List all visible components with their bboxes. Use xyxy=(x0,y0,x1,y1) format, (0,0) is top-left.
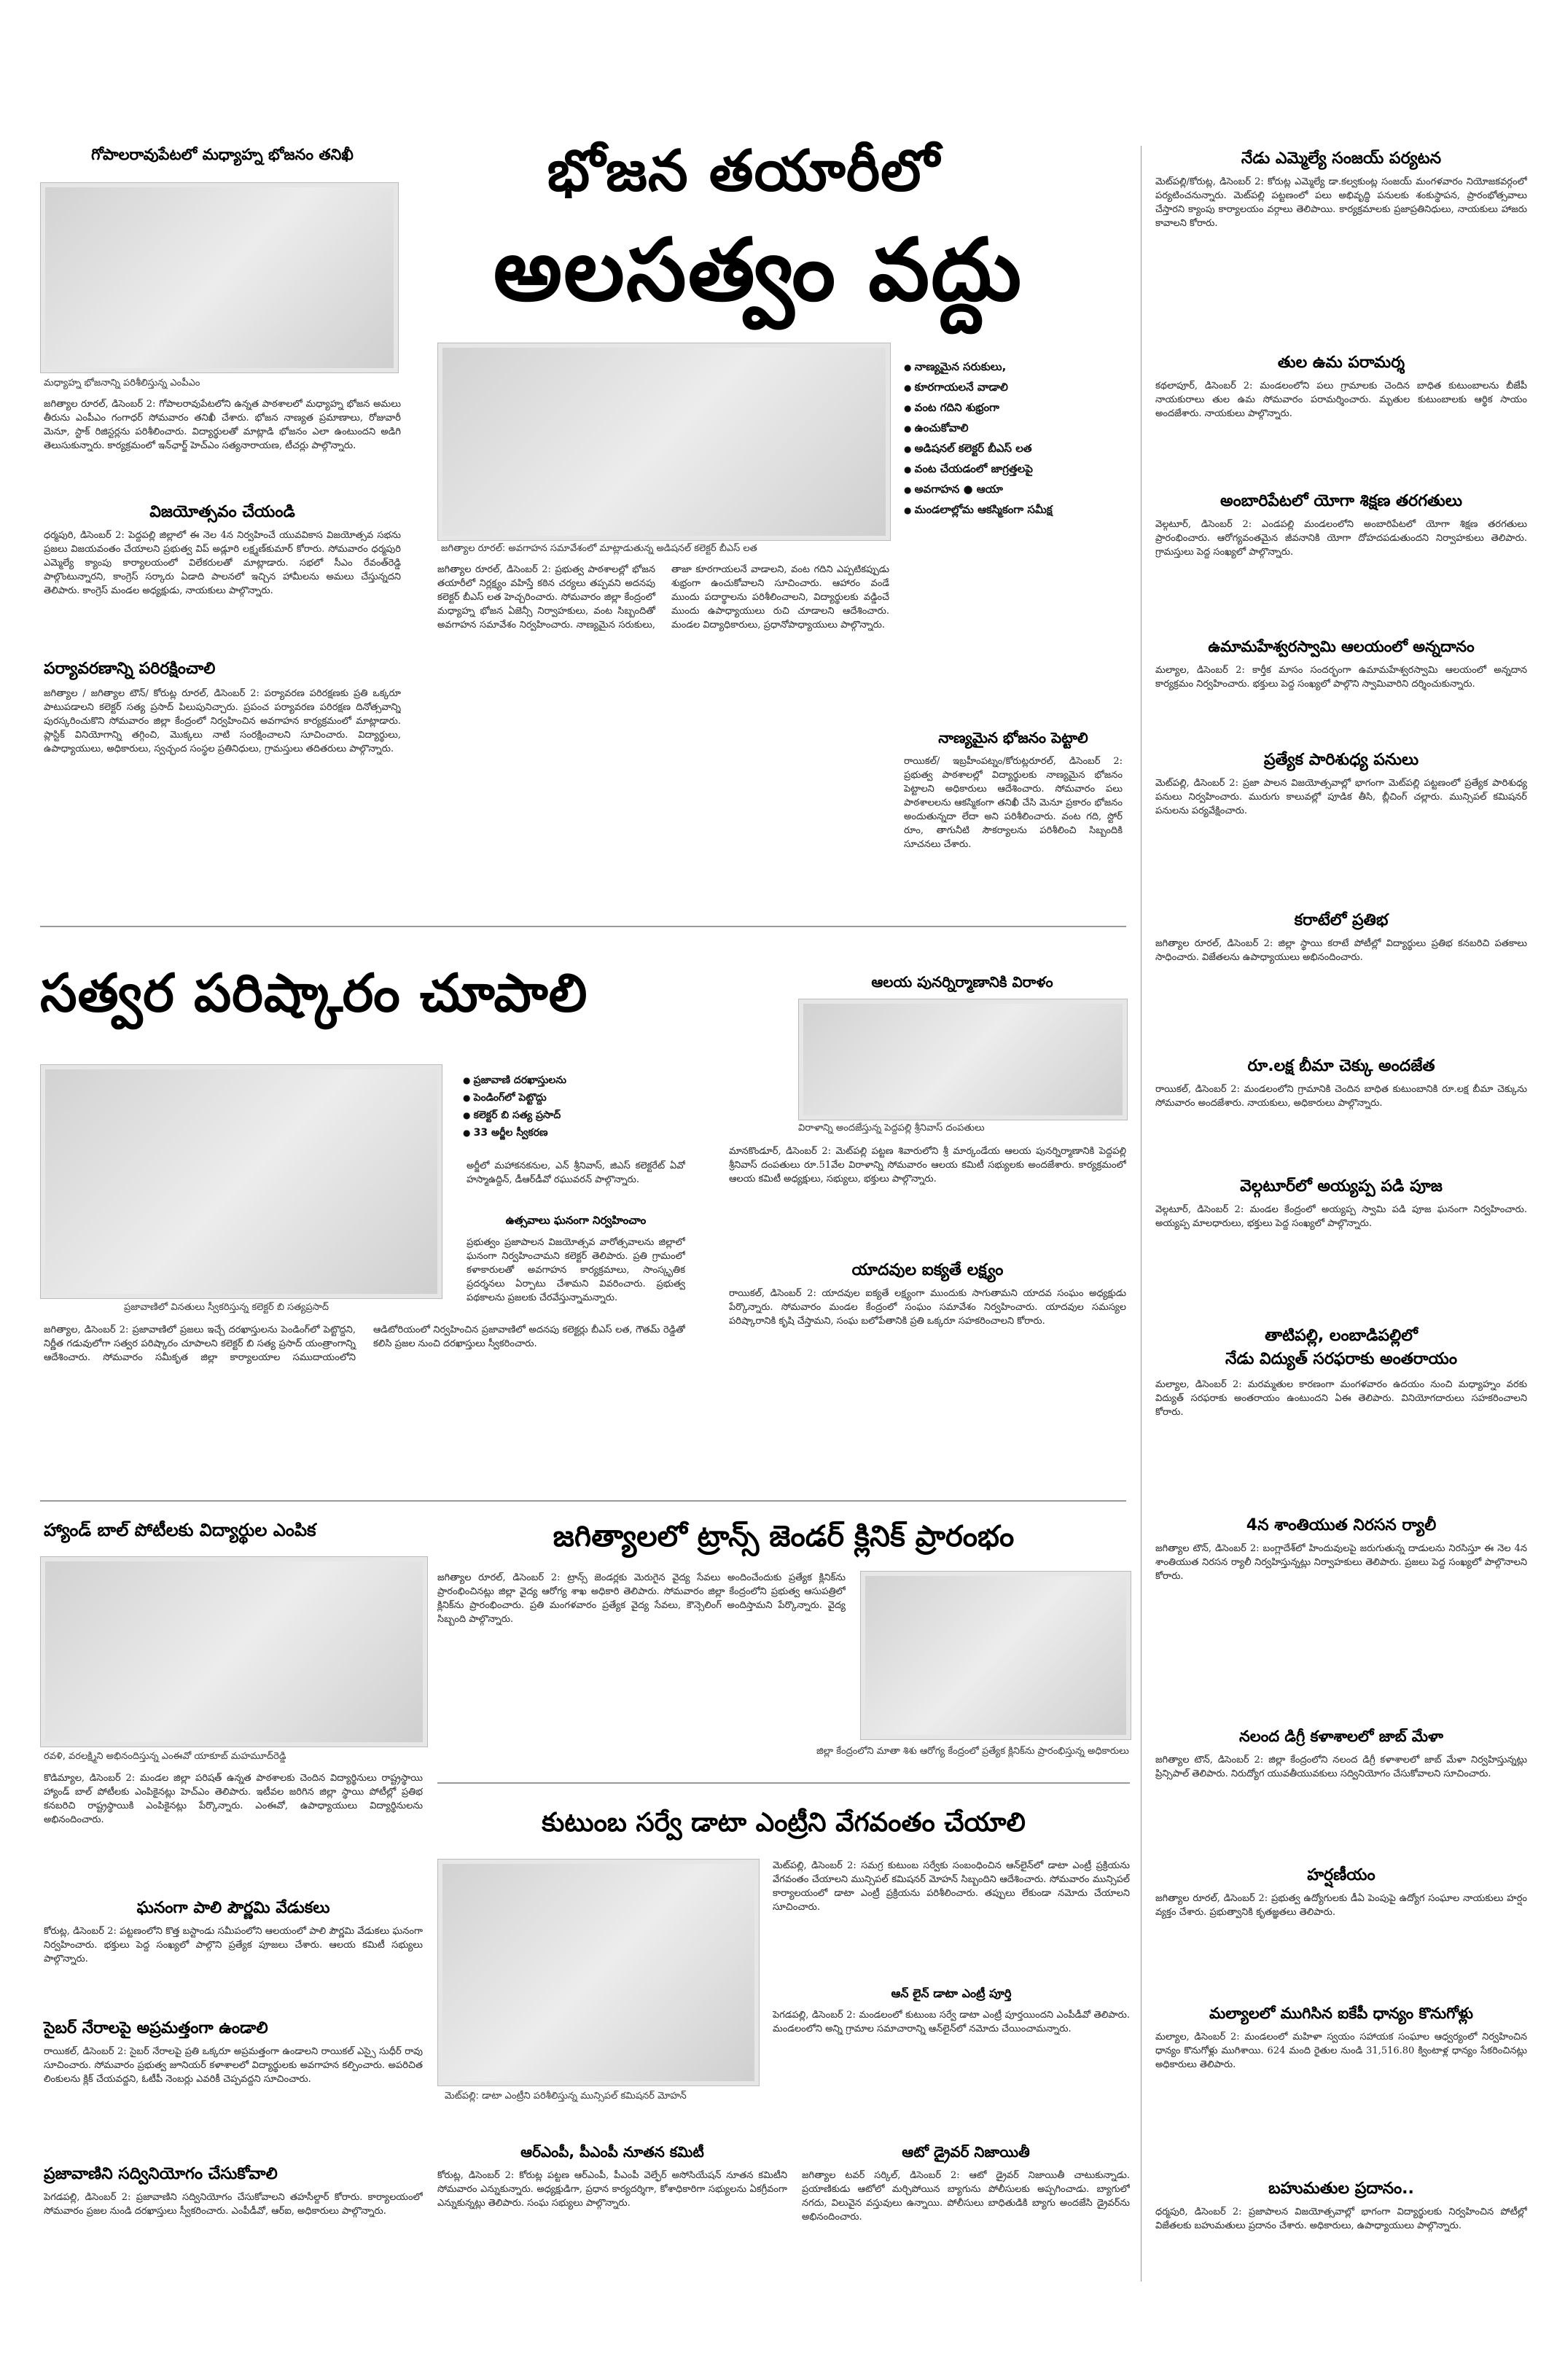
headline-environment: పర్యావరణాన్ని పరిరక్షించాలి xyxy=(44,660,216,678)
headline-karate: కరాటేలో ప్రతిభ xyxy=(1294,911,1389,929)
bullet-p3: ● కలెక్టర్ బి సత్య ప్రసాద్ xyxy=(463,1107,682,1124)
article-yadav: రాయికల్, డిసెంబర్ 2: యాదవుల ఐక్యతే లక్ష్యంగా ముందుకు సాగుతామని యాదవ సంఘం అధ్యక్షుడు పేర్కొన్నారు. సోమవారం మండల కేంద్రంలో సంఘం సమావేశం నిర్వహించారు. యాదవుల సమస్యల పరిష్కారానికి కృషి చేస్తామని, సంఘ బలోపేతానికి ప్రతి ఒక్కరూ సహకరించాలని కోరారు. xyxy=(729,1288,1126,1327)
photo-temple xyxy=(798,999,1128,1120)
rule-right-vertical xyxy=(1141,146,1142,2282)
headline-sanitation: ప్రత్యేక పారిశుధ్య పనులు xyxy=(1263,751,1419,769)
rule-center-1 xyxy=(437,1782,1130,1784)
headline-yoga: అంబారిపేటలో యోగా శిక్షణ తరగతులు xyxy=(1220,492,1462,510)
headline-annadanam: ఉమామహేశ్వరస్వామి ఆలయంలో అన్నదానం xyxy=(1208,638,1475,655)
article-quality-food: రాయికల్/ ఇబ్రహీంపట్నం/కోరుట్లరూరల్, డిసెంబర్ 2: ప్రభుత్వ పాఠశాలల్లో విద్యార్థులకు నాణ్యమైన భోజనం పెట్టాలని అధికారులు ఆదేశించారు. సోమవారం పలు పాఠశాలలను ఆకస్మికంగా తనిఖీ చేసి మెనూ ప్రకారం భోజనం అందుతున్నదా లేదా అని పరిశీలించారు. వంట గది, స్టోర్ రూం, తాగునీటి సౌకర్యాలను పరిశీలించి సిబ్బందికి సూచనలు చేశారు. xyxy=(904,756,1123,850)
headline-quality-food: నాణ్యమైన భోజనం పెట్టాలి xyxy=(938,729,1088,746)
headline-paddy: మల్యాలలో ముగిసిన ఐకేపీ ధాన్యం కొనుగోళ్లు xyxy=(1209,2005,1473,2022)
article-karate: జగిత్యాల రూరల్, డిసెంబర్ 2: జిల్లా స్థాయి కరాటే పోటీల్లో విద్యార్థులు ప్రతిభ కనబరిచి పతకాలు సాధించారు. విజేతలను ఉపాధ్యాయులు అభినందించారు. xyxy=(1155,938,1527,963)
headline-handball: హ్యాండ్ బాల్ పోటీలకు విద్యార్థుల ఎంపిక xyxy=(44,1520,316,1540)
headline-prajavani: ప్రజావాణిని సద్వినియోగం చేసుకోవాలి xyxy=(44,2165,278,2183)
headline-power-2: నేడు విద్యుత్ సరఫరాకు అంతరాయం xyxy=(1225,1350,1457,1368)
article-yoga: వెల్గటూర్, డిసెంబర్ 2: ఎండపల్లి మండలంలోని అంబారిపేటలో యోగా శిక్షణ తరగతులు ప్రారంభించారు. ఆరోగ్యవంతమైన జీవనానికి యోగా దోహదపడుతుందని నిర్వాహకులు తెలిపారు. గ్రామస్తులు పెద్ద సంఖ్యలో పాల్గొన్నారు. xyxy=(1155,519,1527,558)
bullet-p4: ● 33 అర్జీల స్వీకరణ xyxy=(463,1124,682,1142)
article-prajavani-mid: అర్జీలో మహాకనకనుల, ఎన్ శ్రీనివాస్, జిఎస్ కలెక్టరేట్ ఏవో హస్మాఉద్దిన్, డీఆర్‌డీవో రఘువరన్ పాల్గొన్నారు. xyxy=(467,1160,685,1185)
caption-lunch: మధ్యాహ్న భోజనాన్ని పరిశీలిస్తున్న ఎంపీఎం xyxy=(44,378,200,389)
caption-transgender: జిల్లా కేంద్రంలోని మాతా శిశు ఆరోగ్య కేంద్రంలో ప్రత్యేక క్లినిక్‌ను ప్రారంభిస్తున్న అధికారులు xyxy=(816,1746,1129,1757)
photo-transgender xyxy=(860,1571,1131,1740)
article-handball: కొడిమ్యాల, డిసెంబర్ 2: మండల జిల్లా పరిషత్ ఉన్నత పాఠశాలకు చెందిన విద్యార్థినులు రాష్ట్రస్థాయి హ్యాండ్ బాల్ పోటీలకు ఎంపికైనట్లు హెచ్‌ఎం తెలిపారు. ఇటీవల జరిగిన జిల్లా స్థాయి పోటీల్లో ప్రతిభ కనబరిచి రాష్ట్రస్థాయికి ఎంపికైనట్లు పేర్కొన్నారు. ఎంఈవో, ఉపాధ్యాయులు విద్యార్థినులను అభినందించారు. xyxy=(44,1773,423,1825)
bullet-5: ● అడిషనల్ కలెక్టర్ బీఎస్ లత xyxy=(904,439,1137,459)
article-ayyappa: వెల్గటూర్, డిసెంబర్ 2: మండల కేంద్రంలో అయ్యప్ప స్వామి పడి పూజ ఘనంగా నిర్వహించారు. అయ్యప్ప మాలధారులు, భక్తులు పెద్ద సంఖ్యలో పాల్గొన్నారు. xyxy=(1155,1204,1527,1229)
bullets-bhojan xyxy=(904,357,1137,520)
article-transgender: జగిత్యాల రూరల్, డిసెంబర్ 2: ట్రాన్స్ జెండర్లకు మెరుగైన వైద్య సేవలు అందించేందుకు ప్రత్యేక క్లినిక్‌ను ప్రారంభించినట్లు జిల్లా వైద్య ఆరోగ్య శాఖ అధికారి తెలిపారు. సోమవారం జిల్లా కేంద్రంలోని ప్రభుత్వ ఆసుపత్రిలో క్లినిక్‌ను ప్రారంభించారు. ప్రతి మంగళవారం ప్రత్యేక వైద్య సేవలు, కౌన్సెలింగ్ అందిస్తామని పేర్కొన్నారు. వైద్య సిబ్బంది పాల్గొన్నారు. xyxy=(437,1572,846,1625)
article-rally: జగిత్యాల టౌన్, డిసెంబర్ 2: బంగ్లాదేశ్‌లో హిందువులపై జరుగుతున్న దాడులను నిరసిస్తూ ఈ నెల 4న శాంతియుత నిరసన ర్యాలీ నిర్వహిస్తున్నట్లు నిర్వాహకులు తెలిపారు. ప్రజలు పెద్ద సంఖ్యలో పాల్గొనాలని కోరారు. xyxy=(1155,1543,1527,1582)
headline-lunch-inspection: గోపాలరావుపేటలో మధ్యాహ్న భోజనం తనిఖీ xyxy=(91,146,354,163)
photo-handball xyxy=(40,1556,428,1747)
article-cyber: రాయికల్, డిసెంబర్ 2: సైబర్ నేరాలపై ప్రతి ఒక్కరూ అప్రమత్తంగా ఉండాలని రాయికల్ ఎస్సై సుధీర్ రావు సూచించారు. సోమవారం ప్రభుత్వ జూనియర్ కళాశాలలో విద్యార్థులకు అవగాహన కల్పించారు. అపరిచిత లింకులను క్లిక్ చేయవద్దని, ఓటీపీ నెంబర్లు ఎవరికీ చెప్పవద్దని సూచించారు. xyxy=(44,2046,423,2085)
headline-tula: తుల ఉమ పరామర్శ xyxy=(1277,354,1405,372)
bullet-7: ● అవగాహన ● ఆయా xyxy=(904,480,1137,500)
photo-survey xyxy=(437,1859,760,2086)
headline-transgender: జగిత్యాలలో ట్రాన్స్ జెండర్ క్లినిక్ ప్రారంభం xyxy=(553,1520,1015,1553)
caption-bhojan: జగిత్యాల రూరల్: అవగాహన సమావేశంలో మాట్లాడుతున్న అడిషనల్ కలెక్టర్ బీఎస్ లత xyxy=(441,543,757,554)
article-harshaniyam: జగిత్యాల రూరల్, డిసెంబర్ 2: ప్రభుత్వ ఉద్యోగులకు డీఏ పెంపుపై ఉద్యోగ సంఘాల నాయకులు హర్షం వ్యక్తం చేశారు. ప్రభుత్వానికి కృతజ్ఞతలు తెలిపారు. xyxy=(1155,1893,1527,1918)
headline-survey-sub: ఆన్ లైన్ డాటా ఎంట్రీ పూర్తి xyxy=(891,1986,1012,2000)
caption-survey: మెట్‌పల్లి: డాటా ఎంట్రీని పరిశీలిస్తున్న మున్సిపల్ కమిషనర్ మోహన్ xyxy=(445,2091,687,2102)
headline-utsavam: ఉత్సవాలు ఘనంగా నిర్వహించాం xyxy=(505,1214,647,1227)
headline-mla: నేడు ఎమ్మెల్యే సంజయ్ పర్యటన xyxy=(1241,149,1442,168)
headline-rally: 4న శాంతియుత నిరసన ర్యాలీ xyxy=(1246,1516,1437,1534)
bullet-3: ● వంట గదిని శుభ్రంగా xyxy=(904,398,1137,418)
article-prajavani: పెగడపల్లి, డిసెంబర్ 2: ప్రజావాణిని సద్వినియోగం చేసుకోవాలని తహసీల్దార్ కోరారు. కార్యాలయంలో సోమవారం ప్రజల నుండి దరఖాస్తులు స్వీకరించారు. ఎంపీడీవో, ఆర్‌ఐ, అధికారులు పాల్గొన్నారు. xyxy=(44,2192,423,2217)
headline-survey: కుటుంబ సర్వే డాటా ఎంట్రీని వేగవంతం చేయాలి xyxy=(542,1808,1026,1838)
headline-ayyappa: వెల్గటూర్‌లో అయ్యప్ప పడి పూజ xyxy=(1240,1177,1443,1195)
article-lunch: జగిత్యాల రూరల్, డిసెంబర్ 2: గోపాలరావుపేటలోని ఉన్నత పాఠశాలలో మధ్యాహ్న భోజన అమలు తీరును ఎంపీఎం గంగాధర్ సోమవారం తనిఖీ చేశారు. భోజన నాణ్యత ప్రమాణాలు, రోజువారీ మెనూ, స్టాక్ రిజిస్టర్లను పరిశీలించారు. విద్యార్థులతో మాట్లాడి భోజనం ఎలా ఉంటుందని అడిగి తెలుసుకున్నారు. కార్యక్రమంలో ఇన్‌ఛార్జ్ హెచ్‌ఎం సత్యనారాయణ, టీచర్లు పాల్గొన్నారు. xyxy=(44,399,401,451)
bullet-2: ● కూరగాయలనే వాడాలి xyxy=(904,378,1137,398)
article-annadanam: మల్యాల, డిసెంబర్ 2: కార్తీక మాసం సందర్భంగా ఉమామహేశ్వరస్వామి ఆలయంలో అన్నదాన కార్యక్రమం నిర్వహించారు. భక్తులు పెద్ద సంఖ్యలో పాల్గొని స్వామివారిని దర్శించుకున్నారు. xyxy=(1155,665,1527,690)
article-prize: ధర్మపురి, డిసెంబర్ 2: ప్రజాపాలన విజయోత్సవాల్లో భాగంగా విద్యార్థులకు నిర్వహించిన పోటీల్లో విజేతలకు బహుమతులు ప్రదానం చేశారు. అధికారులు, ఉపాధ్యాయులు పాల్గొన్నారు. xyxy=(1155,2207,1527,2231)
caption-satvara: ప్రజావాణిలో వినతులు స్వీకరిస్తున్న కలెక్టర్ బి సత్యప్రసాద్ xyxy=(124,1302,329,1313)
headline-yadav: యాదవుల ఐక్యతే లక్ష్యం xyxy=(851,1261,1004,1279)
headline-vijayotsavam: విజయోత్సవం చేయండి xyxy=(149,503,295,521)
bullet-4: ● ఉంచుకోవాలి xyxy=(904,418,1137,439)
article-vijayotsavam: ధర్మపురి, డిసెంబర్ 2: పెద్దపల్లి జిల్లాలో ఈ నెల 4న నిర్వహించే యువవికాస విజయోత్సవ సభను ప్రజలు విజయవంతం చేయాలని ప్రభుత్వ విప్ అడ్లూరి లక్ష్మణ్‌కుమార్ కోరారు. సోమవారం ధర్మపురి ఎమ్మెల్యే క్యాంపు కార్యాలయంలో విలేకరులతో మాట్లాడారు. సభలో సీఎం రేవంత్‌రెడ్డి పాల్గొంటున్నారని, కాంగ్రెస్ సర్కారు ఏడాది పాలనలో ఇచ్చిన హామీలను అమలు చేస్తున్నదని తెలిపారు. కాంగ్రెస్ మండల అధ్యక్షుడు, నాయకులు పాల్గొన్నారు. xyxy=(44,530,401,596)
photo-bhojan xyxy=(437,343,891,541)
bullet-p2: ● పెండింగ్‌లో పెట్టొద్దు xyxy=(463,1089,682,1107)
article-paddy: మల్యాల, డిసెంబర్ 2: మండలంలో మహిళా స్వయం సహాయక సంఘాల ఆధ్వర్యంలో నిర్వహించిన ధాన్యం కొనుగోళ్లు ముగిశాయి. 624 మంది రైతుల నుండి 31,516.80 క్వింటాళ్ల ధాన్యం సేకరించినట్లు అధికారులు తెలిపారు. xyxy=(1155,2032,1527,2070)
article-arm: కోరుట్ల, డిసెంబర్ 2: కోరుట్ల పట్టణ ఆర్ఎంపీ, పీఎంపీ వెల్ఫేర్ అసోసియేషన్ నూతన కమిటీని సోమవారం ఎన్నుకున్నారు. అధ్యక్షుడిగా, ప్రధాన కార్యదర్శిగా, కోశాధికారిగా సభ్యులను ఏకగ్రీవంగా ఎన్నుకున్నట్లు తెలిపారు. సంఘ సభ్యులు పాల్గొన్నారు. xyxy=(437,2170,787,2209)
bullets-prajavani xyxy=(463,1072,682,1142)
headline-power: తాటిపల్లి, లంబాడిపల్లిలో xyxy=(1265,1327,1418,1345)
headline-bima: రూ.లక్ష బీమా చెక్కు అందజేత xyxy=(1247,1057,1435,1075)
article-temple: మానకొండూర్, డిసెంబర్ 2: మెట్‌పల్లి పట్టణ శివారులోని శ్రీ మార్కండేయ ఆలయ పునర్నిర్మాణానికి పెద్దపల్లి శ్రీనివాస్ దంపతులు రూ.51వేల విరాళాన్ని సోమవారం ఆలయ కమిటీ సభ్యులకు అందజేశారు. కార్యక్రమంలో ఆలయ కమిటీ అధ్యక్షులు, సభ్యులు, భక్తులు పాల్గొన్నారు. xyxy=(729,1146,1126,1185)
photo-prajavani xyxy=(40,1064,442,1299)
article-jobmela: జగిత్యాల టౌన్, డిసెంబర్ 2: జిల్లా కేంద్రంలోని నలంద డిగ్రీ కళాశాలలో జాబ్ మేళా నిర్వహిస్తున్నట్లు ప్రిన్సిపాల్ తెలిపారు. నిరుద్యోగ యువతీయువకులు సద్వినియోగం చేసుకోవాలని సూచించారు. xyxy=(1155,1755,1527,1779)
article-sanitation: మెట్‌పల్లి, డిసెంబర్ 2: ప్రజా పాలన విజయోత్సవాల్లో భాగంగా మెట్‌పల్లి పట్టణంలో ప్రత్యేక పారిశుధ్య పనులు నిర్వహించారు. మురుగు కాలువల్లో పూడిక తీసి, బ్లీచింగ్ చల్లారు. మున్సిపల్ కమిషనర్ పనులను పర్యవేక్షించారు. xyxy=(1155,778,1527,816)
caption-handball: రవళి, వరలక్ష్మిని అభినందిస్తున్న ఎంఈవో యాకూబ్ మహమూద్‌రెడ్డి xyxy=(44,1751,286,1762)
photo-lunch-inspection xyxy=(40,182,399,373)
article-tula: కథలాపూర్, డిసెంబర్ 2: మండలంలోని పలు గ్రామాలకు చెందిన బాధిత కుటుంబాలను బీజేపీ నాయకురాలు తుల ఉమ సోమవారం పరామర్శించారు. మృతుల కుటుంబాలకు ఆర్థిక సాయం అందజేశారు. నాయకులు పాల్గొన్నారు. xyxy=(1155,381,1527,419)
headline-paurnami: ఘనంగా పాలి పౌర్ణమి వేడుకలు xyxy=(136,1899,330,1917)
article-survey: మెట్‌పల్లి, డిసెంబర్ 2: సమగ్ర కుటుంబ సర్వేకు సంబంధించిన ఆన్‌లైన్‌లో డాటా ఎంట్రీ ప్రక్రియను వేగవంతం చేయాలని మున్సిపల్ కమిషనర్ మోహన్ సిబ్బందిని ఆదేశించారు. సోమవారం మున్సిపల్ కార్యాలయంలో డాటా ఎంట్రీ ప్రక్రియను పరిశీలించారు. తప్పులు లేకుండా నమోదు చేయాలని సూచించారు. xyxy=(773,1860,1130,1913)
headline-harshaniyam: హర్షణీయం xyxy=(1307,1866,1375,1884)
article-survey-sub: పెగడపల్లి, డిసెంబర్ 2: మండలంలో కుటుంబ సర్వే డాటా ఎంట్రీ పూర్తయిందని ఎంపీడీవో తెలిపారు. మండలంలోని అన్ని గ్రామాల సమాచారాన్ని ఆన్‌లైన్‌లో నమోదు చేయించామన్నారు. xyxy=(773,2010,1130,2034)
article-power: మల్యాల, డిసెంబర్ 2: మరమ్మతుల కారణంగా మంగళవారం ఉదయం నుంచి మధ్యాహ్నం వరకు విద్యుత్ సరఫరాకు అంతరాయం ఉంటుందని ఏఈ తెలిపారు. వినియోగదారులు సహకరించాలని కోరారు. xyxy=(1155,1379,1527,1418)
headline-prize: బహుమతుల ప్రదానం.. xyxy=(1268,2180,1414,2198)
headline-temple: ఆలయ పునర్నిర్మాణానికి విరాళం xyxy=(871,973,1053,991)
article-environment: జగిత్యాల / జగిత్యాల టౌన్/ కోరుట్ల రూరల్, డిసెంబర్ 2: పర్యావరణ పరిరక్షణకు ప్రతి ఒక్కరూ పాటుపడాలని కలెక్టర్ సత్య ప్రసాద్ పిలుపునిచ్చారు. ప్రపంచ పర్యావరణ పరిరక్షణ దినోత్సవాన్ని పురస్కరించుకొని సోమవారం జిల్లా కేంద్రంలో నిర్వహించిన అవగాహన కార్యక్రమంలో మాట్లాడారు. ప్లాస్టిక్ వినియోగాన్ని తగ్గించి, మొక్కలు నాటి సంరక్షించాలని సూచించారు. విద్యార్థులు, ఉపాధ్యాయులు, అధికారులు, స్వచ్ఛంద సంస్థల ప్రతినిధులు, గ్రామస్తులు తదితరులు పాల్గొన్నారు. xyxy=(44,688,401,754)
headline-auto: ఆటో డ్రైవర్ నిజాయితీ xyxy=(902,2143,1030,2161)
headline-arm: ఆర్ఎంపీ, పీఎంపీ నూతన కమిటీ xyxy=(520,2143,704,2161)
article-auto: జగిత్యాల టవర్ సర్కిల్, డిసెంబర్ 2: ఆటో డ్రైవర్ నిజాయితీ చాటుకున్నాడు. ప్రయాణికుడు ఆటోలో మర్చిపోయిన బ్యాగును పోలీసులకు అప్పగించాడు. బ్యాగులో నగదు, విలువైన వస్తువులు ఉన్నాయి. పోలీసులు బాధితుడికి బ్యాగు అందజేసి డ్రైవర్‌ను అభినందించారు. xyxy=(802,2170,1130,2223)
headline-cyber: సైబర్ నేరాలపై అప్రమత్తంగా ఉండాలి xyxy=(44,2019,268,2037)
caption-temple: విరాళాన్ని అందజేస్తున్న పెద్దపల్లి శ్రీనివాస్ దంపతులు xyxy=(798,1123,985,1134)
headline-bhojan-top: భోజన తయారీలో xyxy=(547,138,940,204)
article-bhojan: జగిత్యాల రూరల్, డిసెంబర్ 2: ప్రభుత్వ పాఠశాలల్లో భోజన తయారీలో నిర్లక్ష్యం వహిస్తే కఠిన చర్యలు తప్పవని అదనపు కలెక్టర్ బీఎస్ లత హెచ్చరించారు. సోమవారం జిల్లా కేంద్రంలో మధ్యాహ్న భోజన ఏజెన్సీ నిర్వాహకులు, వంట సిబ్బందితో అవగాహన సమావేశం నిర్వహించారు. నాణ్యమైన సరుకులు, తాజా కూరగాయలనే వాడాలని, వంట గదిని ఎప్పటికప్పుడు శుభ్రంగా ఉంచుకోవాలని సూచించారు. ఆహారం వండే ముందు పదార్థాలను పరిశీలించాలని, విద్యార్థులకు వడ్డించే ముందు ఉపాధ్యాయులు రుచి చూడాలని ఆదేశించారు. మండల విద్యాధికారులు, ప్రధానోపాధ్యాయులు పాల్గొన్నారు. xyxy=(437,564,889,631)
article-utsavam: ప్రభుత్వం ప్రజాపాలన విజయోత్సవ వారోత్సవాలను జిల్లాలో ఘనంగా నిర్వహించామని కలెక్టర్ తెలిపారు. ప్రతి గ్రామంలో కళాకారులతో అవగాహన కార్యక్రమాలు, సాంస్కృతిక ప్రదర్శనలు ఏర్పాటు చేశామని వివరించారు. ప్రభుత్వ పథకాలను ప్రజలకు చేరవేస్తున్నామన్నారు. xyxy=(467,1237,685,1303)
bullet-1: ● నాణ్యమైన సరుకులు, xyxy=(904,357,1137,378)
bullet-p1: ● ప్రజావాణి దరఖాస్తులను xyxy=(463,1072,682,1089)
headline-bhojan-main: అలసత్వం వద్దు xyxy=(493,219,1023,320)
bullet-8: ● మండలాల్లోమ ఆకస్మికంగా సమీక్ష xyxy=(904,500,1137,520)
headline-jobmela: నలంద డిగ్రీ కళాశాలలో జాబ్ మేళా xyxy=(1239,1728,1443,1745)
article-satvara: జగిత్యాల, డిసెంబర్ 2: ప్రజావాణిలో ప్రజలు ఇచ్చే దరఖాస్తులను పెండింగ్‌లో పెట్టొద్దని, నిర్ణీత గడువులోగా సత్వర పరిష్కారం చూపాలని కలెక్టర్ బి సత్య ప్రసాద్ యంత్రాంగాన్ని ఆదేశించారు. సోమవారం సమీకృత జిల్లా కార్యాలయాల సముదాయంలోని ఆడిటోరియంలో నిర్వహించిన ప్రజావాణిలో అదనపు కలెక్టర్లు బీఎస్ లత, గౌతమ్ రెడ్డితో కలిసి ప్రజల నుంచి దరఖాస్తులు స్వీకరించారు. xyxy=(44,1324,685,1363)
headline-satvara: సత్వర పరిష్కారం చూపాలి xyxy=(40,962,588,1023)
article-mla: మెట్‌పల్లి/కోరుట్ల, డిసెంబర్ 2: కోరుట్ల ఎమ్మెల్యే డా.కల్వకుంట్ల సంజయ్ మంగళవారం నియోజకవర్గంలో పర్యటించనున్నారు. మెట్‌పల్లి పట్టణంలో పలు అభివృద్ధి పనులకు శంకుస్థాపన, ప్రారంభోత్సవాలు చేస్తారని క్యాంపు కార్యాలయం వర్గాలు తెలిపాయి. కార్యక్రమాలకు ప్రజాప్రతినిధులు, నాయకులు హాజరు కావాలని కోరారు. xyxy=(1155,176,1527,229)
bullet-6: ● వంట చేయడంలో జాగ్రత్తలపై xyxy=(904,459,1137,480)
rule-left-1 xyxy=(40,926,1126,927)
rule-left-2 xyxy=(40,1500,1126,1502)
article-bima: రాయికల్, డిసెంబర్ 2: మండలంలోని గ్రామానికి చెందిన బాధిత కుటుంబానికి రూ.లక్ష బీమా చెక్కును సోమవారం అందజేశారు. నాయకులు, అధికారులు పాల్గొన్నారు. xyxy=(1155,1084,1527,1109)
article-paurnami: కోరుట్ల, డిసెంబర్ 2: పట్టణంలోని కొత్త బస్టాండు సమీపంలోని ఆలయంలో పాలి పౌర్ణమి వేడుకలు ఘనంగా నిర్వహించారు. భక్తులు పెద్ద సంఖ్యలో పాల్గొని ప్రత్యేక పూజలు చేశారు. ఆలయ కమిటీ సభ్యులు పాల్గొన్నారు. xyxy=(44,1926,423,1965)
